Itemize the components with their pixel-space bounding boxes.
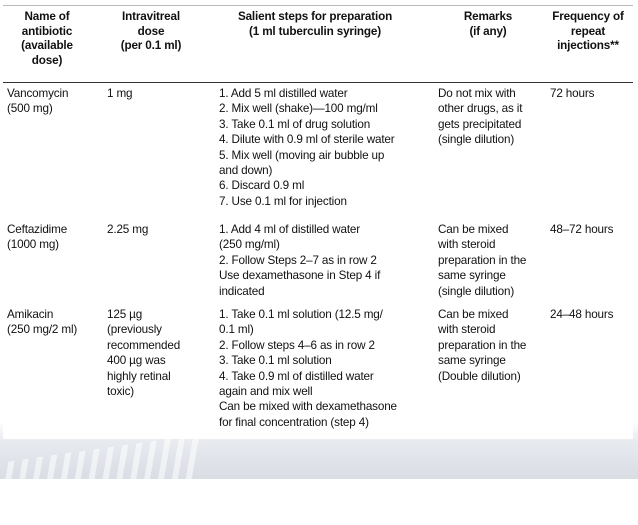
row-vancomycin-dose: 1 mg (107, 87, 133, 100)
row-ceftazidime-name: Ceftazidime (1000 mg) (7, 223, 68, 252)
row-ceftazidime-steps: 1. Add 4 ml of distilled water (250 mg/ml) 2. Follow Steps 2–7 as in row 2 Use dexamethasone in Step 4 if indicated (219, 223, 381, 298)
row-ceftazidime-remarks: Can be mixed with steroid preparation in the same syringe (single dilution) (438, 223, 527, 298)
header-dose: Intravitreal dose (per 0.1 ml) (120, 10, 182, 53)
row-ceftazidime-dose: 2.25 mg (107, 223, 149, 236)
header-steps: Salient steps for preparation (1 ml tuberculin syringe) (237, 10, 393, 38)
row-ceftazidime-frequency: 48–72 hours (550, 223, 614, 236)
header-remarks: Remarks (if any) (463, 10, 513, 38)
row-vancomycin-steps: 1. Add 5 ml distilled water 2. Mix well (shake)—100 mg/ml 3. Take 0.1 ml of drug solution 4. Dilute with 0.9 ml of sterile water 5. Mix well (moving air bubble up and down) 6. Discard 0.9 ml 7. Use 0.1 ml for injection (219, 87, 395, 208)
header-frequency: Frequency of repeat injections** (552, 10, 624, 53)
row-amikacin-name: Amikacin (250 mg/2 ml) (7, 308, 78, 337)
row-vancomycin-name: Vancomycin (500 mg) (7, 87, 69, 116)
row-vancomycin-frequency: 72 hours (550, 87, 595, 100)
row-amikacin-dose: 125 µg (previously recommended 400 µg was highly retinal toxic) (107, 308, 181, 399)
row-amikacin-frequency: 24–48 hours (550, 308, 614, 321)
slide-footer-band (0, 440, 638, 479)
row-vancomycin-remarks: Do not mix with other drugs, as it gets precipitated (single dilution) (438, 87, 523, 147)
row-amikacin-steps: 1. Take 0.1 ml solution (12.5 mg/ 0.1 ml) 2. Follow steps 4–6 as in row 2 3. Take 0.1 ml solution 4. Take 0.9 ml of distilled water again and mix well Can be mixed with dexamethasone for final concentration (step 4) (219, 308, 397, 429)
row-amikacin-remarks: Can be mixed with steroid preparation in the same syringe (Double dilution) (438, 308, 527, 383)
antibiotic-table (3, 5, 633, 439)
header-name: Name of antibiotic (available dose) (21, 10, 73, 67)
